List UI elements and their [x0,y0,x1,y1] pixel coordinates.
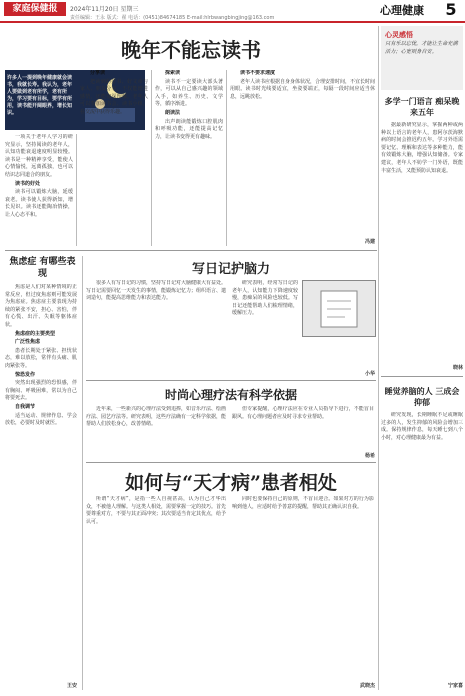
paragraph: 适当运动、规律作息、学会放松，必要时及时就医。 [5,412,77,427]
paragraph: 老年人读书应根据自身身体状况，合理安排时间，不宜长时间用眼。读书时光线要适宜，坐姿要端正，每隔一段时间应适当休息，远眺放松。 [230,78,375,100]
subheading: 广泛性焦虑 [15,339,41,346]
genius-article-col-2 [232,496,374,680]
main-col-3 [155,70,223,246]
paragraph: 焦虑是人们对某种情境的正常反应，但过度焦虑则可能发展为焦虑症。焦虑症主要表现为持续的紧张不安，担心、害怕，伴有心慌、出汗、失眠等躯体症状。 [5,284,77,328]
paragraph: 一项关于老年人学习的研究显示，坚持阅读的老年人，认知功能衰退速度明显较慢。读书是一种精神享受，能使人心情愉悦，远离孤独，也可以结识志同道合的朋友。 [5,134,73,178]
paragraph: 但专家提醒，心理疗法应在专业人员指导下进行，不能盲目跟风。有心理问题者应及时寻求专业帮助。 [232,406,374,420]
main-col-2 [80,70,148,246]
paragraph: 出声朗读能锻炼口腔肌肉和呼吸功能，还能提高记忆力，让读书变得更有趣味。 [155,118,223,140]
anxiety-article-title: 焦虑症 有哪些表现 [9,257,76,279]
language-article-body [381,122,463,362]
subheading: 读书的好处 [15,180,41,187]
therapy-article-author: 杨希 [364,453,375,459]
paragraph: 突然出现强烈的恐惧感，伴有胸闷、呼吸困难，常以为自己将要死去。 [5,380,77,402]
therapy-article-col-1 [86,406,226,456]
newspaper-brand: 家庭保健报 [4,2,66,16]
paragraph: 把读到的好书、好文章与家人、朋友分享，不仅能增进感情，还能加深理解。老年人可以参加读书会、读书小组，在交流中获得乐趣。 [80,78,148,115]
quote-box-label: 心灵感悟 [385,31,413,39]
column-divider [151,70,152,246]
sleep-article-title: 睡觉养脑的人 三成会抑郁 [384,386,460,407]
section-divider [86,380,376,381]
paragraph: 同时也要保持自己的原则，不盲目迎合。如果对方的行为影响到他人，应适时给予善意的提醒，帮助其正确认识自我。 [232,496,374,510]
paragraph: 据最新研究显示，掌握两种或两种以上语言的老年人，患阿尔茨海默病的时间会推迟约五年。学习外语需要记忆、理解和表达等多种能力，能有效锻炼大脑，增强认知储备。专家建议，老年人不妨学一门外语，既能丰富生活，又能预防认知衰退。 [381,122,463,174]
subheading: 朗读法 [165,109,181,116]
anxiety-article-body [5,284,77,680]
subheading: 分享读 [90,70,106,76]
therapy-article-title: 时尚心理疗法有科学依据 [164,388,297,402]
section-divider [381,376,463,377]
section-title: 心理健康 [380,4,424,17]
main-col-4 [230,70,375,236]
subheading: 读书不要求速度 [240,70,276,76]
diary-article-author: 小华 [364,371,375,377]
quote-box-text: 只有乐以忘忧，才能让生命充满活力；心宽则身自安。 [385,41,458,55]
sleep-article-body [381,412,463,680]
paragraph: 研究表明，经常写日记的老年人，认知能力下降速度较慢，患痴呆的风险也较低。写日记还能帮助人们梳理情绪，缓解压力。 [232,280,298,317]
subheading: 自我调节 [15,403,36,410]
subheading: 惊恐发作 [15,371,36,378]
genius-article-title: 如何与“天才病”患者相处 [125,472,337,494]
language-article-author: 晓林 [452,365,463,371]
paragraph: 所谓“天才病”，是指一些人自视甚高，认为自己才华出众，不被他人理解。与这类人相处，需要掌握一定的技巧。首先要尊重对方，不要与其正面冲突；其次要适当肯定其优点，给予认可。 [86,496,226,525]
main-article-title: 晚年不能忘读书 [121,38,261,62]
right-column-divider [378,26,379,690]
genius-article-col-1 [86,496,226,680]
editor-info: 责任编辑：王永 版式：翟 电话：(0451)84674185 E-mail:hlrbwangbingjing@163.com [70,15,275,21]
paragraph: 读书不一定要读大部头著作，可以从自己感兴趣的领域入手，如养生、历史、文学等，循序渐进。 [155,78,223,108]
column-divider [76,134,77,246]
diary-article-title: 写日记护脑力 [191,262,270,277]
diary-article-col-2 [232,280,298,375]
page-header [0,0,465,28]
main-author: 冯建 [364,239,375,245]
diary-illustration [302,280,376,337]
paragraph: 近年来，一些新兴的心理疗法受到追捧，如音乐疗法、绘画疗法、园艺疗法等。研究表明，这些疗法确有一定科学依据，能帮助人们放松身心，改善情绪。 [86,406,226,428]
sleep-article-author: 宁家喜 [447,683,463,689]
anxiety-article-author: 王安 [66,683,77,689]
issue-date: 2024年11月20日 星期三 [70,6,139,13]
page-number: 5 [445,0,457,19]
header-rule [0,21,465,23]
paragraph: 读书可以锻炼大脑，延缓衰老。读书使人获得新知，增长见识。读书还能陶冶情操，让人心态平和。 [5,189,73,218]
genius-article-author: 武晓杰 [359,683,375,689]
quote-box [381,26,463,90]
diary-article-col-1 [86,280,226,375]
subheading: 探索读 [165,70,181,76]
article-intro: 许多人一提到晚年健康就会读书，我就长寿。我认为，老年人要做到老有所学，老有所为，学习要有目标，要学有所用，读书能开阔眼界，增长知识。 [7,75,73,116]
subheading: 焦虑症的主要类型 [15,330,56,337]
paragraph: 研究发现，长期睡眠不足或睡眠过多的人，发生抑郁的风险会增加三成。保持规律作息，每天睡七到八个小时，对心理健康最为有益。 [381,412,463,441]
section-divider [86,462,376,463]
main-col-1 [5,134,73,246]
paragraph: 很多人有写日记的习惯，坚持写日记对大脑健康大有益处。写日记需要回忆一天发生的事情，能锻炼记忆力；组织语言、遣词造句，能提高思维能力和表达能力。 [86,280,226,302]
notebook-icon [303,281,375,336]
paragraph: 患者长期处于紧张、担忧状态，难以放松，常伴有头痛、肌肉紧张等。 [5,347,77,369]
therapy-article-col-2 [232,406,374,456]
section-divider [5,250,377,251]
column-divider [226,70,227,246]
language-article-title: 多学一门语言 痴呆晚来五年 [384,96,460,117]
column-divider [82,256,83,690]
